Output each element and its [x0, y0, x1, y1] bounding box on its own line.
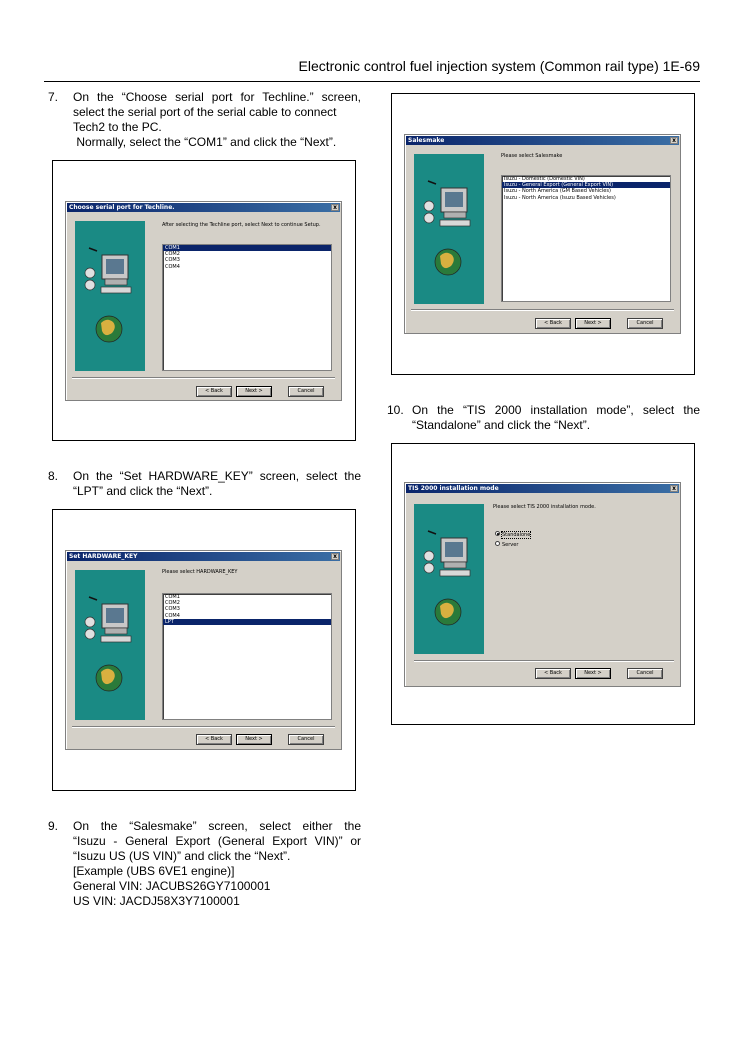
step-number: 8.	[48, 469, 59, 483]
serial-port-dialog	[65, 201, 342, 401]
separator	[72, 377, 335, 379]
dialog-title: TIS 2000 installation mode	[408, 485, 499, 492]
disc-shape	[424, 563, 434, 573]
dialog-title: Salesmake	[408, 137, 445, 144]
cancel-button[interactable]: Cancel	[288, 386, 324, 397]
step-number: 9.	[48, 819, 59, 833]
list-item[interactable]: COM3	[165, 257, 180, 264]
screen-shape	[445, 542, 463, 557]
dialog-prompt: Please select Salesmake	[501, 153, 563, 159]
disc-shape	[85, 268, 95, 278]
radio-server[interactable]	[495, 542, 518, 549]
arrow-shape	[428, 181, 436, 184]
dialog-titlebar	[406, 484, 679, 493]
setup-graphic-panel	[414, 504, 484, 654]
back-button[interactable]: < Back	[196, 386, 232, 397]
monitor-base	[105, 628, 127, 634]
list-item[interactable]: COM2	[165, 251, 180, 258]
dialog-prompt: Please select TIS 2000 installation mode.	[493, 504, 596, 510]
step-line: select the serial port of the serial cable to connect	[73, 105, 337, 119]
screenshot-frame-tis	[391, 443, 695, 725]
next-button[interactable]: Next >	[575, 668, 611, 679]
tis-mode-dialog	[404, 482, 681, 687]
close-button[interactable]: x	[331, 204, 339, 211]
step-line: On the “Choose serial port for Techline.” screen,	[73, 90, 361, 104]
screen-shape	[106, 259, 124, 274]
keyboard-shape	[440, 220, 470, 226]
disc-shape	[424, 213, 434, 223]
computer-globe-illustration	[414, 154, 484, 304]
step-7	[48, 90, 361, 152]
disc-shape	[424, 201, 434, 211]
radio-standalone[interactable]	[495, 532, 530, 539]
list-item[interactable]: Isuzu - Domestic (Domestic VIN)	[504, 176, 585, 182]
radio-selected-icon	[495, 531, 500, 536]
screenshot-frame-hwkey	[52, 509, 356, 791]
hardware-key-dialog	[65, 550, 342, 750]
salesmake-listbox[interactable]	[501, 175, 671, 302]
step-line: Normally, select the “COM1” and click the “Next”.	[73, 135, 337, 149]
step-line: “Standalone” and click the “Next”.	[412, 418, 591, 432]
back-button[interactable]: < Back	[535, 318, 571, 329]
keyboard-shape	[440, 570, 470, 576]
key-listbox[interactable]	[162, 593, 332, 720]
list-item[interactable]: COM1	[163, 245, 331, 251]
cancel-button[interactable]: Cancel	[288, 734, 324, 745]
separator	[72, 726, 335, 728]
list-item[interactable]: Isuzu - General Export (General Export VIN)	[502, 182, 670, 188]
screen-shape	[106, 608, 124, 623]
step-line: General VIN: JACUBS26GY7100001	[73, 879, 271, 893]
computer-globe-illustration	[75, 221, 145, 371]
list-item[interactable]: COM2	[165, 600, 180, 607]
monitor-base	[444, 562, 466, 568]
dialog-titlebar	[67, 552, 340, 561]
keyboard-shape	[101, 636, 131, 642]
monitor-base	[444, 212, 466, 218]
arrow-shape	[428, 531, 436, 534]
next-button[interactable]: Next >	[575, 318, 611, 329]
radio-label: Server	[502, 542, 519, 548]
step-line: “Isuzu - General Export (General Export VIN)” or	[73, 834, 361, 848]
dialog-titlebar	[67, 203, 340, 212]
disc-shape	[85, 280, 95, 290]
back-button[interactable]: < Back	[535, 668, 571, 679]
arrow-shape	[89, 597, 97, 600]
dialog-title: Choose serial port for Techline.	[69, 204, 175, 211]
radio-label: Standalone	[502, 532, 531, 538]
dialog-title: Set HARDWARE_KEY	[69, 553, 138, 560]
close-button[interactable]: x	[670, 485, 678, 492]
separator	[414, 660, 674, 662]
list-item[interactable]: Isuzu - North America (GM Based Vehicles)	[504, 188, 611, 195]
list-item[interactable]: COM1	[165, 594, 180, 600]
separator	[411, 309, 674, 311]
arrow-shape	[89, 248, 97, 251]
step-9	[48, 819, 361, 911]
disc-shape	[85, 629, 95, 639]
disc-shape	[424, 551, 434, 561]
close-button[interactable]: x	[331, 553, 339, 560]
step-line: [Example (UBS 6VE1 engine)]	[73, 864, 235, 878]
step-10	[387, 403, 700, 435]
step-line: US VIN: JACDJ58X3Y7100001	[73, 894, 240, 908]
disc-shape	[85, 617, 95, 627]
next-button[interactable]: Next >	[236, 734, 272, 745]
back-button[interactable]: < Back	[196, 734, 232, 745]
list-item[interactable]: COM3	[165, 606, 180, 613]
dialog-titlebar	[406, 136, 679, 145]
close-button[interactable]: x	[670, 137, 678, 144]
list-item[interactable]: COM4	[165, 612, 180, 619]
next-button[interactable]: Next >	[236, 386, 272, 397]
setup-graphic-panel	[414, 154, 484, 304]
setup-graphic-panel	[75, 221, 145, 371]
step-number: 10.	[387, 403, 404, 417]
list-item[interactable]: COM4	[165, 263, 180, 270]
page-header	[44, 56, 700, 82]
cancel-button[interactable]: Cancel	[627, 668, 663, 679]
step-line: On the “Set HARDWARE_KEY” screen, select the	[73, 469, 361, 483]
page-title: Electronic control fuel injection system (Common rail type) 1E-69	[298, 58, 700, 74]
screenshot-frame-serial	[52, 160, 356, 441]
step-line: On the “TIS 2000 installation mode”, select the	[412, 403, 700, 417]
screen-shape	[445, 192, 463, 207]
setup-graphic-panel	[75, 570, 145, 720]
computer-globe-illustration	[75, 570, 145, 720]
salesmake-dialog	[404, 134, 681, 334]
monitor-base	[105, 279, 127, 285]
step-8	[48, 469, 361, 501]
step-line: On the “Salesmake” screen, select either the	[73, 819, 361, 833]
cancel-button[interactable]: Cancel	[627, 318, 663, 329]
port-listbox[interactable]	[162, 244, 332, 371]
dialog-prompt: After selecting the Techline port, select Next to continue Setup.	[162, 222, 321, 228]
radio-unselected-icon	[495, 541, 500, 546]
screenshot-frame-salesmake	[391, 93, 695, 375]
step-line: Tech2 to the PC.	[73, 120, 162, 134]
step-line: “Isuzu US (US VIN)” and click the “Next”.	[73, 849, 291, 863]
dialog-prompt: Please select HARDWARE_KEY	[162, 569, 238, 575]
list-item[interactable]: LPT	[163, 619, 331, 625]
list-item[interactable]: Isuzu - North America (Isuzu Based Vehicles)	[504, 194, 616, 201]
keyboard-shape	[101, 287, 131, 293]
step-line: “LPT” and click the “Next”.	[73, 484, 213, 498]
step-number: 7.	[48, 90, 59, 104]
computer-globe-illustration	[414, 504, 484, 654]
